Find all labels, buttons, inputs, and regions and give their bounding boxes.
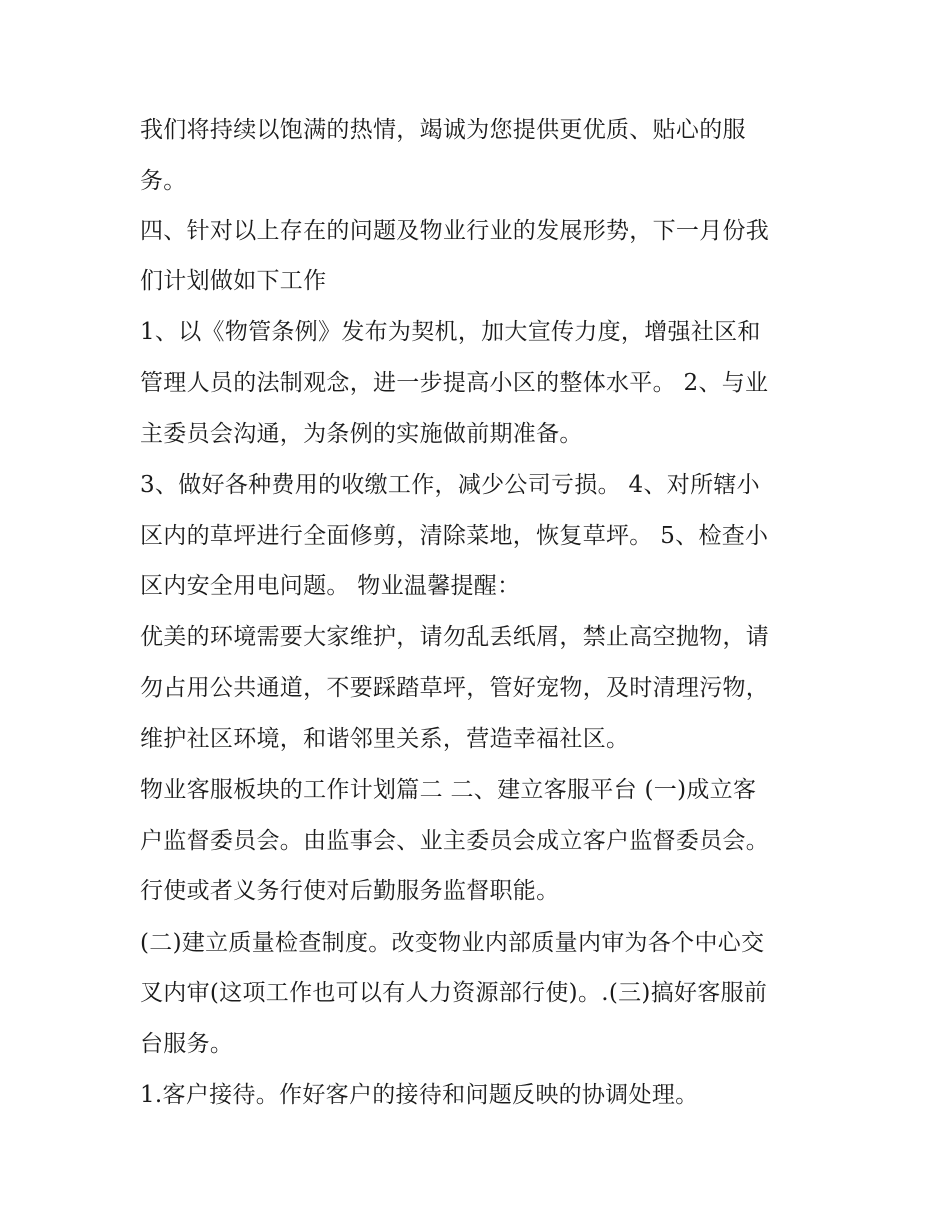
- text-line: 四、针对以上存在的问题及物业行业的发展形势，下一月份我: [140, 218, 770, 244]
- text-line: 台服务。: [140, 1031, 234, 1057]
- text-line: (二)建立质量检查制度。改变物业内部质量内审为各个中心交: [140, 930, 765, 956]
- text-line: 户监督委员会。由监事会、业主委员会成立客户监督委员会。: [140, 828, 770, 854]
- text-line: 勿占用公共通道，不要踩踏草坪，管好宠物，及时清理污物，: [140, 675, 770, 701]
- text-line: 物业客服板块的工作计划篇二 二、建立客服平台 (一)成立客: [140, 777, 757, 803]
- text-line: 主委员会沟通，为条例的实施做前期准备。: [140, 421, 583, 447]
- text-line: 维护社区环境，和谐邻里关系，营造幸福社区。: [140, 726, 630, 752]
- text-line: 叉内审(这项工作也可以有人力资源部行使)。.(三)搞好客服前: [140, 980, 768, 1006]
- text-line: 区内的草坪进行全面修剪，清除菜地，恢复草坪。 5、检查小: [140, 523, 769, 549]
- text-line: 1、以《物管条例》发布为契机，加大宣传力度，增强社区和: [140, 319, 761, 345]
- text-line: 务。: [140, 168, 187, 194]
- text-line: 管理人员的法制观念，进一步提高小区的整体水平。 2、与业: [140, 370, 769, 396]
- text-line: 行使或者义务行使对后勤服务监督职能。: [140, 878, 560, 904]
- text-line: 优美的环境需要大家维护，请勿乱丢纸屑，禁止高空抛物，请: [140, 624, 770, 650]
- text-line: 1.客户接待。作好客户的接待和问题反映的协调处理。: [140, 1082, 699, 1108]
- text-line: 我们将持续以饱满的热情，竭诚为您提供更优质、贴心的服: [140, 117, 746, 143]
- text-line: 区内安全用电问题。 物业温馨提醒：: [140, 573, 521, 599]
- text-line: 们计划做如下工作: [140, 268, 327, 294]
- text-line: 3、做好各种费用的收缴工作，减少公司亏损。 4、对所辖小: [140, 472, 760, 498]
